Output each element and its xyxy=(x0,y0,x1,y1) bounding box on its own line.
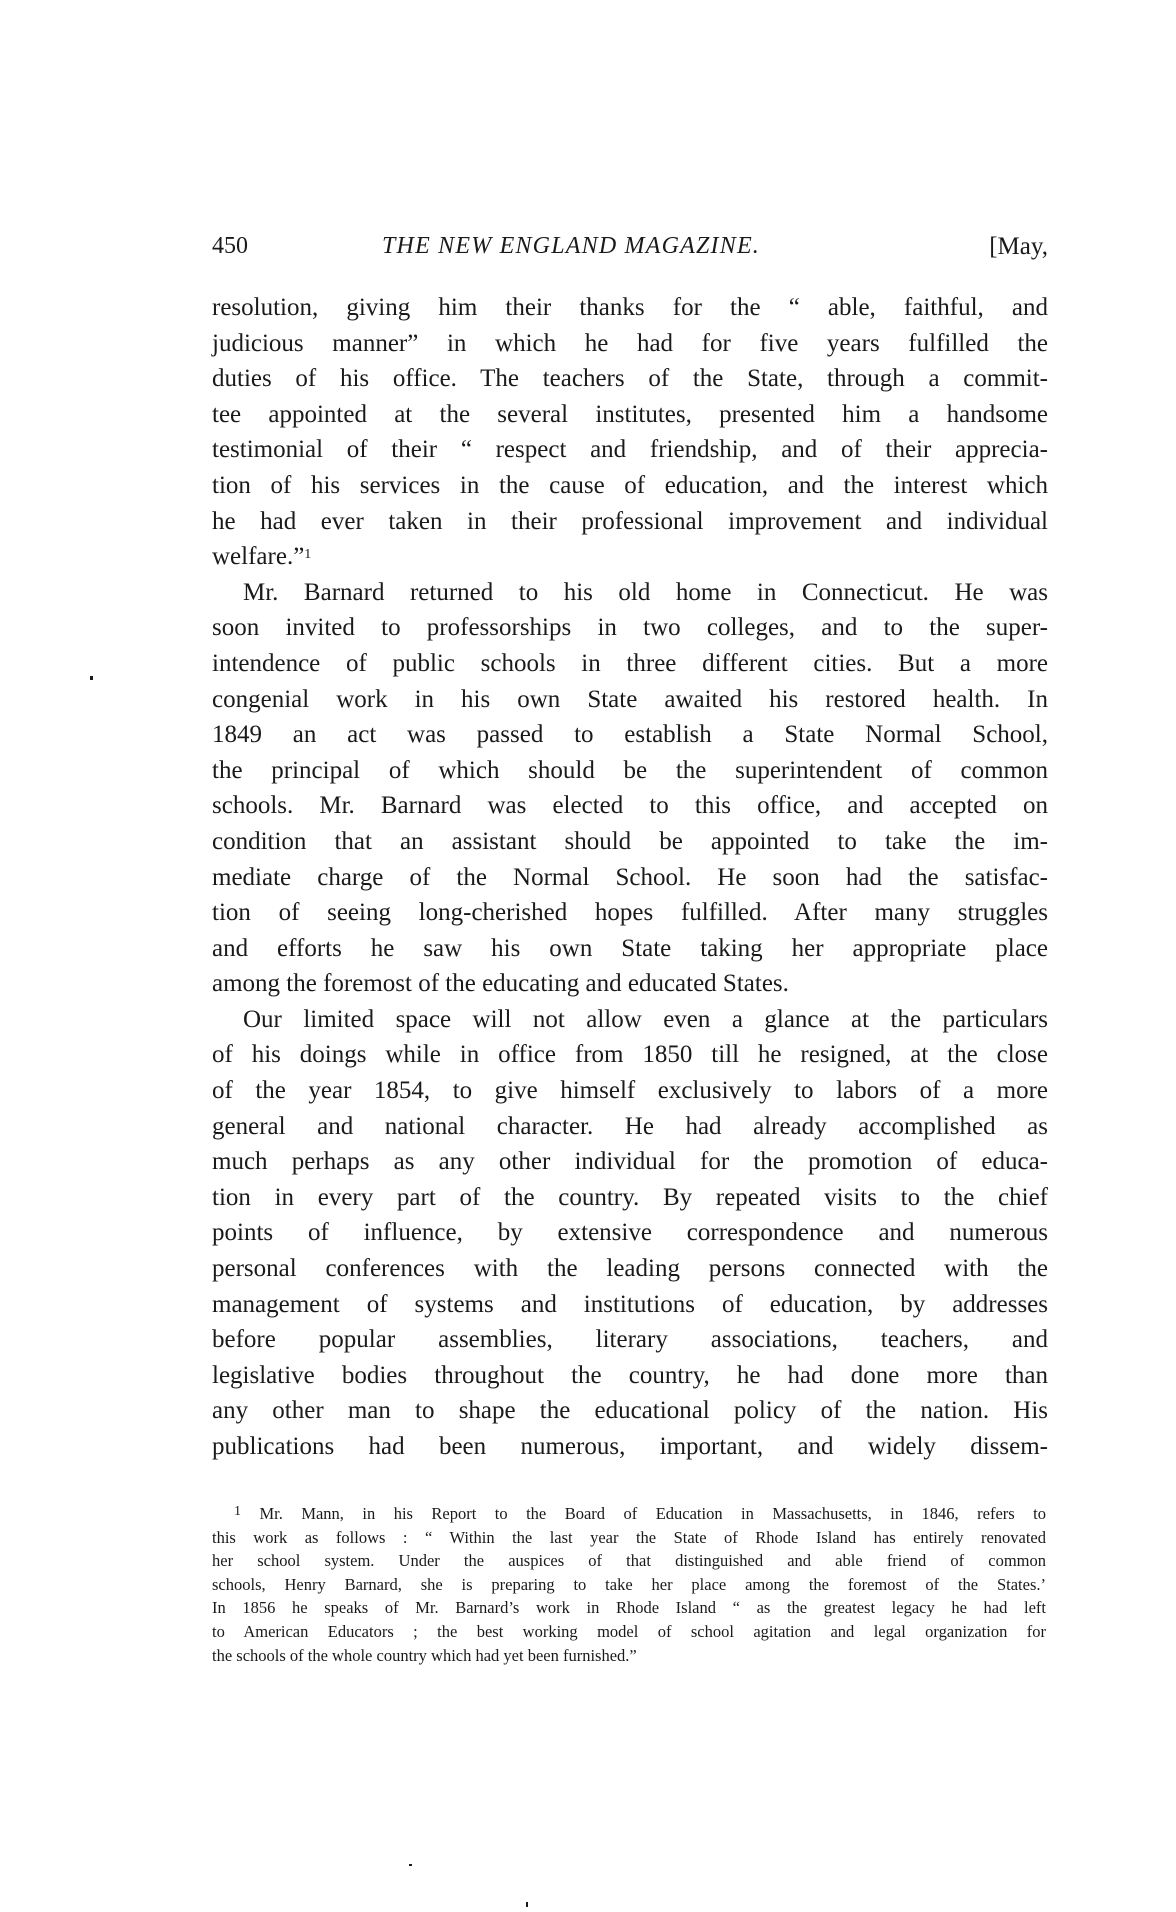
text-line: schools. Mr. Barnard was elected to this office, and accepted on xyxy=(212,792,1048,820)
text-line: soon invited to professorships in two colleges, and to the super- xyxy=(212,614,1048,642)
text-line: tion of his services in the cause of education, and the interest which xyxy=(212,471,1048,499)
footnote-reference[interactable]: 1 xyxy=(304,547,312,563)
text-line: he had ever taken in their professional improvement and individual xyxy=(212,507,1048,535)
text-line: duties of his office. The teachers of the State, through a commit- xyxy=(212,365,1048,393)
text-line: resolution, giving him their thanks for the “ able, faithful, and xyxy=(212,294,1048,321)
text-line: legislative bodies throughout the country, he had done more than xyxy=(212,1361,1048,1389)
footnote-line: her school system. Under the auspices of that distinguished and able friend of common xyxy=(212,1551,1046,1571)
text-line: condition that an assistant should be appointed to take the im- xyxy=(212,827,1048,855)
footnote-marker: 1 xyxy=(234,1504,241,1519)
text-line: welfare.”$^1$ xyxy=(212,543,312,571)
text-line: judicious manner” in which he had for five years fulfilled the xyxy=(212,329,1048,357)
paragraph xyxy=(212,575,1048,1002)
text-line: management of systems and institutions of education, by addresses xyxy=(212,1290,1048,1318)
text-line: tion in every part of the country. By repeated visits to the chief xyxy=(212,1183,1048,1211)
footnote-line: the schools of the whole country which had yet been furnished.” xyxy=(212,1645,637,1665)
text-line: much perhaps as any other individual for the promotion of educa- xyxy=(212,1148,1048,1176)
footnotes xyxy=(212,1502,1046,1667)
text-line: points of influence, by extensive correspondence and numerous xyxy=(212,1219,1048,1247)
scan-speck xyxy=(409,1864,412,1866)
footnote-line: In 1856 he speaks of Mr. Barnard’s work in Rhode Island “ as the greatest legacy he had left xyxy=(212,1598,1046,1618)
footnote-line: schools, Henry Barnard, she is preparing to take her place among the foremost of the States.’ xyxy=(212,1574,1046,1594)
running-head xyxy=(212,229,1048,265)
text-line: intendence of public schools in three different cities. But a more xyxy=(212,649,1048,677)
page-number: 450 xyxy=(212,233,248,259)
footnote-line: this work as follows : “ Within the last year the State of Rhode Island has entirely renovated xyxy=(212,1527,1046,1547)
text-line: mediate charge of the Normal School. He soon had the satisfac- xyxy=(212,863,1048,891)
scan-speck xyxy=(526,1902,528,1907)
text-line: tee appointed at the several institutes, presented him a handsome xyxy=(212,400,1048,428)
text-line: Mr. Barnard returned to his old home in Connecticut. He was xyxy=(243,578,1048,606)
text-line: Our limited space will not allow even a glance at the particulars xyxy=(243,1005,1048,1033)
footnote-line: to American Educators ; the best working model of school agitation and legal organization for xyxy=(212,1621,1046,1641)
text-line: before popular assemblies, literary associations, teachers, and xyxy=(212,1326,1048,1354)
scan-speck xyxy=(90,676,93,680)
text-line: any other man to shape the educational policy of the nation. His xyxy=(212,1397,1048,1425)
text-line: and efforts he saw his own State taking her appropriate place xyxy=(212,934,1048,962)
article-body xyxy=(212,290,1048,1465)
footnote-line: $^1$ Mr. Mann, in his Report to the Board of Education in Massachusetts, in 1846, refers to xyxy=(234,1504,1047,1523)
text-line: 1849 an act was passed to establish a State Normal School, xyxy=(212,721,1048,749)
text-line: publications had been numerous, important, and widely dissem- xyxy=(212,1433,1048,1460)
text-line: among the foremost of the educating and educated States. xyxy=(212,970,789,998)
paragraph xyxy=(212,1002,1048,1465)
issue-month: [May, xyxy=(989,233,1048,260)
text-line: congenial work in his own State awaited his restored health. In xyxy=(212,685,1048,713)
text-line: the principal of which should be the superintendent of common xyxy=(212,756,1048,784)
text-line: general and national character. He had already accomplished as xyxy=(212,1112,1048,1140)
text-line: testimonial of their “ respect and friendship, and of their apprecia- xyxy=(212,436,1048,464)
text-line: tion of seeing long-cherished hopes fulfilled. After many struggles xyxy=(212,899,1048,927)
text-line: personal conferences with the leading persons connected with the xyxy=(212,1255,1048,1283)
magazine-title: THE NEW ENGLAND MAGAZINE. xyxy=(382,233,760,259)
paragraph xyxy=(212,290,1048,575)
text-line: of the year 1854, to give himself exclusively to labors of a more xyxy=(212,1077,1048,1105)
text-line: of his doings while in office from 1850 till he resigned, at the close xyxy=(212,1041,1048,1069)
